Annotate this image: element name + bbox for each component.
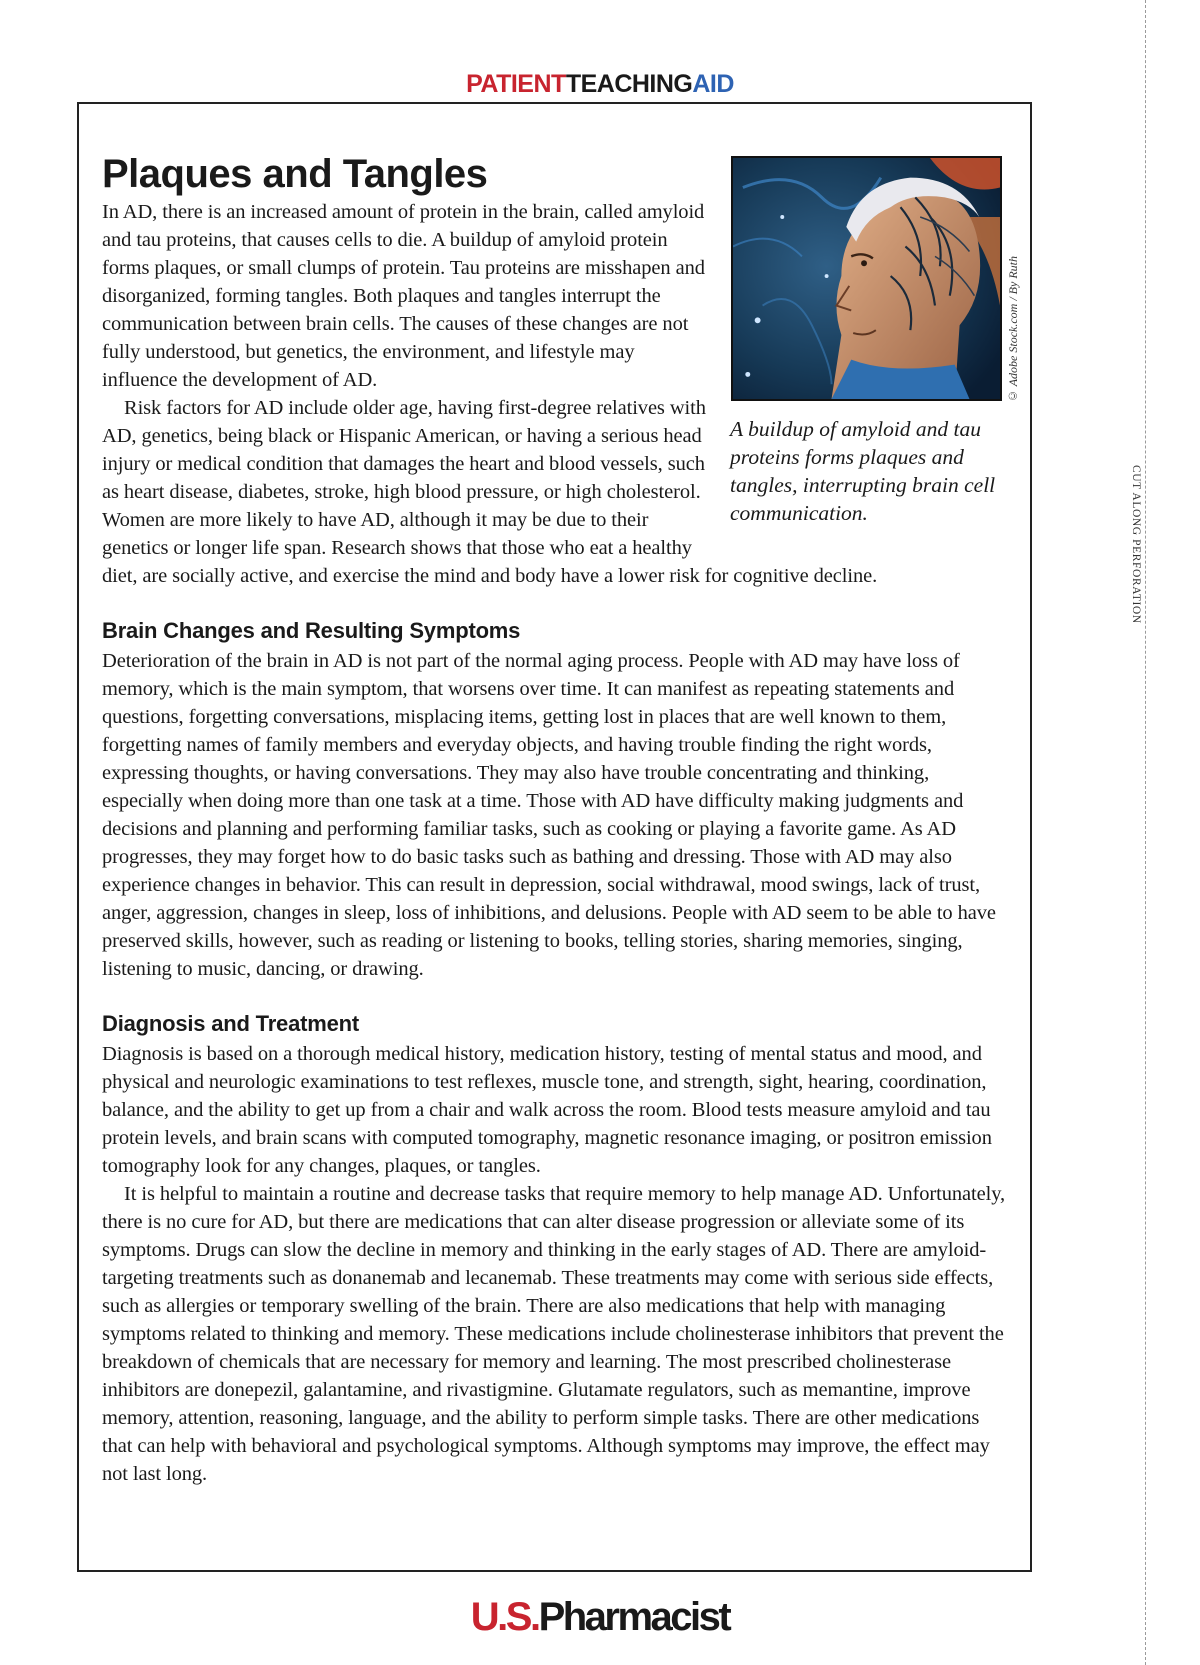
logo-us: U.S. xyxy=(470,1595,539,1639)
section-heading-brain-changes: Brain Changes and Resulting Symptoms xyxy=(102,618,521,643)
section-heading-diagnosis: Diagnosis and Treatment xyxy=(102,1011,360,1036)
image-credit: © Adobe Stock.com / By Ruth xyxy=(1006,256,1020,404)
article-body xyxy=(102,150,1007,1488)
header-word-aid: AID xyxy=(692,70,734,98)
intro-paragraph-2: Risk factors for AD include older age, having first-degree relatives with AD, genetics, being black or Hispanic American, or having a serious head injury or medical condition that damages the heart and blood vessels, such as heart disease, diabetes, stroke, high blood pressure, or high cholesterol. Women are more likely to have AD, although it may be due to their genetics or longer life span. Research shows that those who eat a healthy diet, are socially active, and exercise the mind and body have a lower risk for cognitive decline. xyxy=(102,397,878,587)
cut-along-perforation-label: CUT ALONG PERFORATION xyxy=(1130,465,1142,624)
diagnosis-paragraph-2: It is helpful to maintain a routine and decrease tasks that require memory to help manage AD. Unfortunately, there is no cure for AD, but there are medications that can alter disease progression or alleviate some of its symptoms. Drugs can slow the decline in memory and thinking in the early stages of AD. There are amyloid-targeting treatments such as donanemab and lecanemab. These treatments may come with serious side effects, such as allergies or temporary swelling of the brain. There are also medications that help with managing symptoms related to thinking and memory. These medications include cholinesterase inhibitors that prevent the breakdown of chemicals that are necessary for memory and learning. The most prescribed cholinesterase inhibitors are donepezil, galantamine, and rivastigmine. Glutamate regulators, such as memantine, improve memory, attention, reasoning, language, and the ability to perform simple tasks. There are other medications that can help with behavioral and psychological symptoms. Although symptoms may improve, the effect may not last long. xyxy=(102,1183,1006,1485)
cut-perforation-line xyxy=(1145,0,1146,1665)
intro-paragraph-1: In AD, there is an increased amount of protein in the brain, called amyloid and tau proteins, that causes cells to die. A buildup of amyloid protein forms plaques, or small clumps of protein. Tau proteins are misshapen and disorganized, forming tangles. Both plaques and tangles interrupt the communication between brain cells. The causes of these changes are not fully understood, but genetics, the environment, and lifestyle may influence the development of AD. xyxy=(102,201,705,391)
logo-pharmacist: Pharmacist xyxy=(538,1595,730,1639)
patient-teaching-aid-header xyxy=(0,72,1200,97)
article-title: Plaques and Tangles xyxy=(102,152,488,196)
brain-changes-paragraph: Deterioration of the brain in AD is not part of the normal aging process. People with AD may have loss of memory, which is the main symptom, that worsens over time. It can manifest as repeating statements and questions, forgetting conversations, misplacing items, getting lost in places that are well known to them, forgetting names of family members and everyday objects, and having trouble finding the right words, expressing thoughts, or having conversations. They may also have trouble concentrating and thinking, especially when doing more than one task at a time. Those with AD have difficulty making judgments and decisions and planning and performing familiar tasks, such as cooking or playing a favorite game. As AD progresses, they may forget how to do basic tasks such as bathing and dressing. Those with AD may also experience changes in behavior. This can result in depression, social withdrawal, mood swings, lack of trust, anger, aggression, changes in sleep, loss of inhibitions, and delusions. People with AD seem to be able to have preserved skills, however, such as reading or listening to books, telling stories, sharing memories, singing, listening to music, dancing, or drawing. xyxy=(102,650,996,980)
us-pharmacist-logo xyxy=(0,1597,1200,1637)
figure-spacer xyxy=(714,150,1007,550)
figure-caption: A buildup of amyloid and tau proteins forms plaques and tangles, interrupting brain cell communication. xyxy=(730,417,996,525)
diagnosis-paragraph-1: Diagnosis is based on a thorough medical history, medication history, testing of mental status and mood, and physical and neurologic examinations to test reflexes, muscle tone, and strength, sight, hearing, coordination, balance, and the ability to get up from a chair and walk across the room. Blood tests measure amyloid and tau protein levels, and brain scans with computed tomography, magnetic resonance imaging, or positron emission tomography look for any changes, plaques, or tangles. xyxy=(102,1043,992,1177)
header-word-patient: PATIENT xyxy=(466,70,566,98)
header-word-teaching: TEACHING xyxy=(565,70,693,98)
